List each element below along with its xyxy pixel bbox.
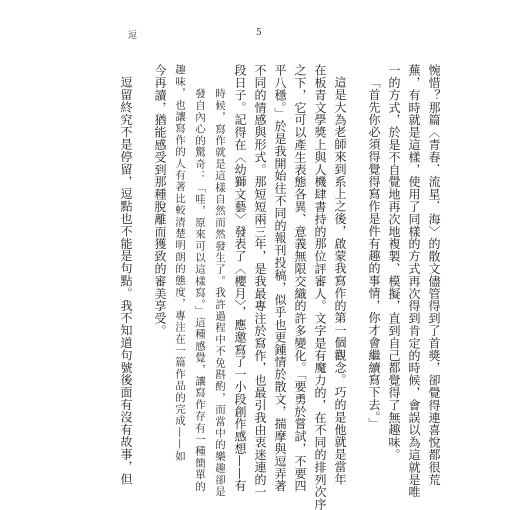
text-column: 在板青文學獎上與人機肆書持的那位評審人。文字是有魔力的，在不同的排列次序 [313,64,327,510]
block-quote-column: 時候，寫作就是這樣自然而然發生了。我許過程中不免斟酌，而當中的樂趣卻是 [214,88,226,498]
text-column: 這是大為老師來到系上之後，啟蒙我寫作的第一個觀念。巧的是他就是當年 [333,76,347,486]
page-number: 5 [256,28,262,38]
text-column: 「首先你必須得覺得寫作是件有趣的事情，你才會繼續寫下去。」 [367,76,381,430]
running-head-title: 逗 [128,31,138,41]
text-column: 一的方式，於是不自覺地再次地複製、模擬，直到自己都覺得了無趣味。 [387,64,401,461]
text-column: 逗留終究不是停留，逗點也不能是句點。我不知道句號後面有沒有故事，但 [119,76,133,486]
text-column: 蕪，有時就是這樣，使用了同樣的方式再次得到肯定的時候，會誤以為這就是唯 [407,64,421,498]
text-column: 平八穩。」於是我開始往不同的報刊投稿，似乎也更鍾情於散文，揣摩與逗弄著 [273,64,287,492]
text-column: 今再讀，猶能感受到那種脫離而獲致的審美享受。 [153,64,167,337]
block-quote-column: 發自內心的驚奇：「哇，原來可以這樣寫。」這種感覺，讓寫作存有一種簡單的 [194,88,206,493]
text-column: 之下，它可以產生表態各異、意義無限交織的許多變化。「要勇於嘗試，不要四 [293,64,307,492]
text-column: 段日子。記得在〈幼獅文藝〉發表了〈櫻月〉，應邀寫了一小段創作感想——有 [233,64,247,492]
text-column: 不同的情感與形式。那短短兩三年，是我最專注於寫作，也最引我由衷迷連的一 [253,64,267,498]
text-column: 惋惜？那篇〈青春．流星．海〉的散文儘管得到了首獎，卻覺得連喜悅都很荒 [427,64,441,486]
vertical-body-text [116,64,444,510]
block-quote-column: 趣味，也讓寫作的人有著比較清楚明朗的態度，專注在一篇作品的完成——如 [174,64,186,462]
